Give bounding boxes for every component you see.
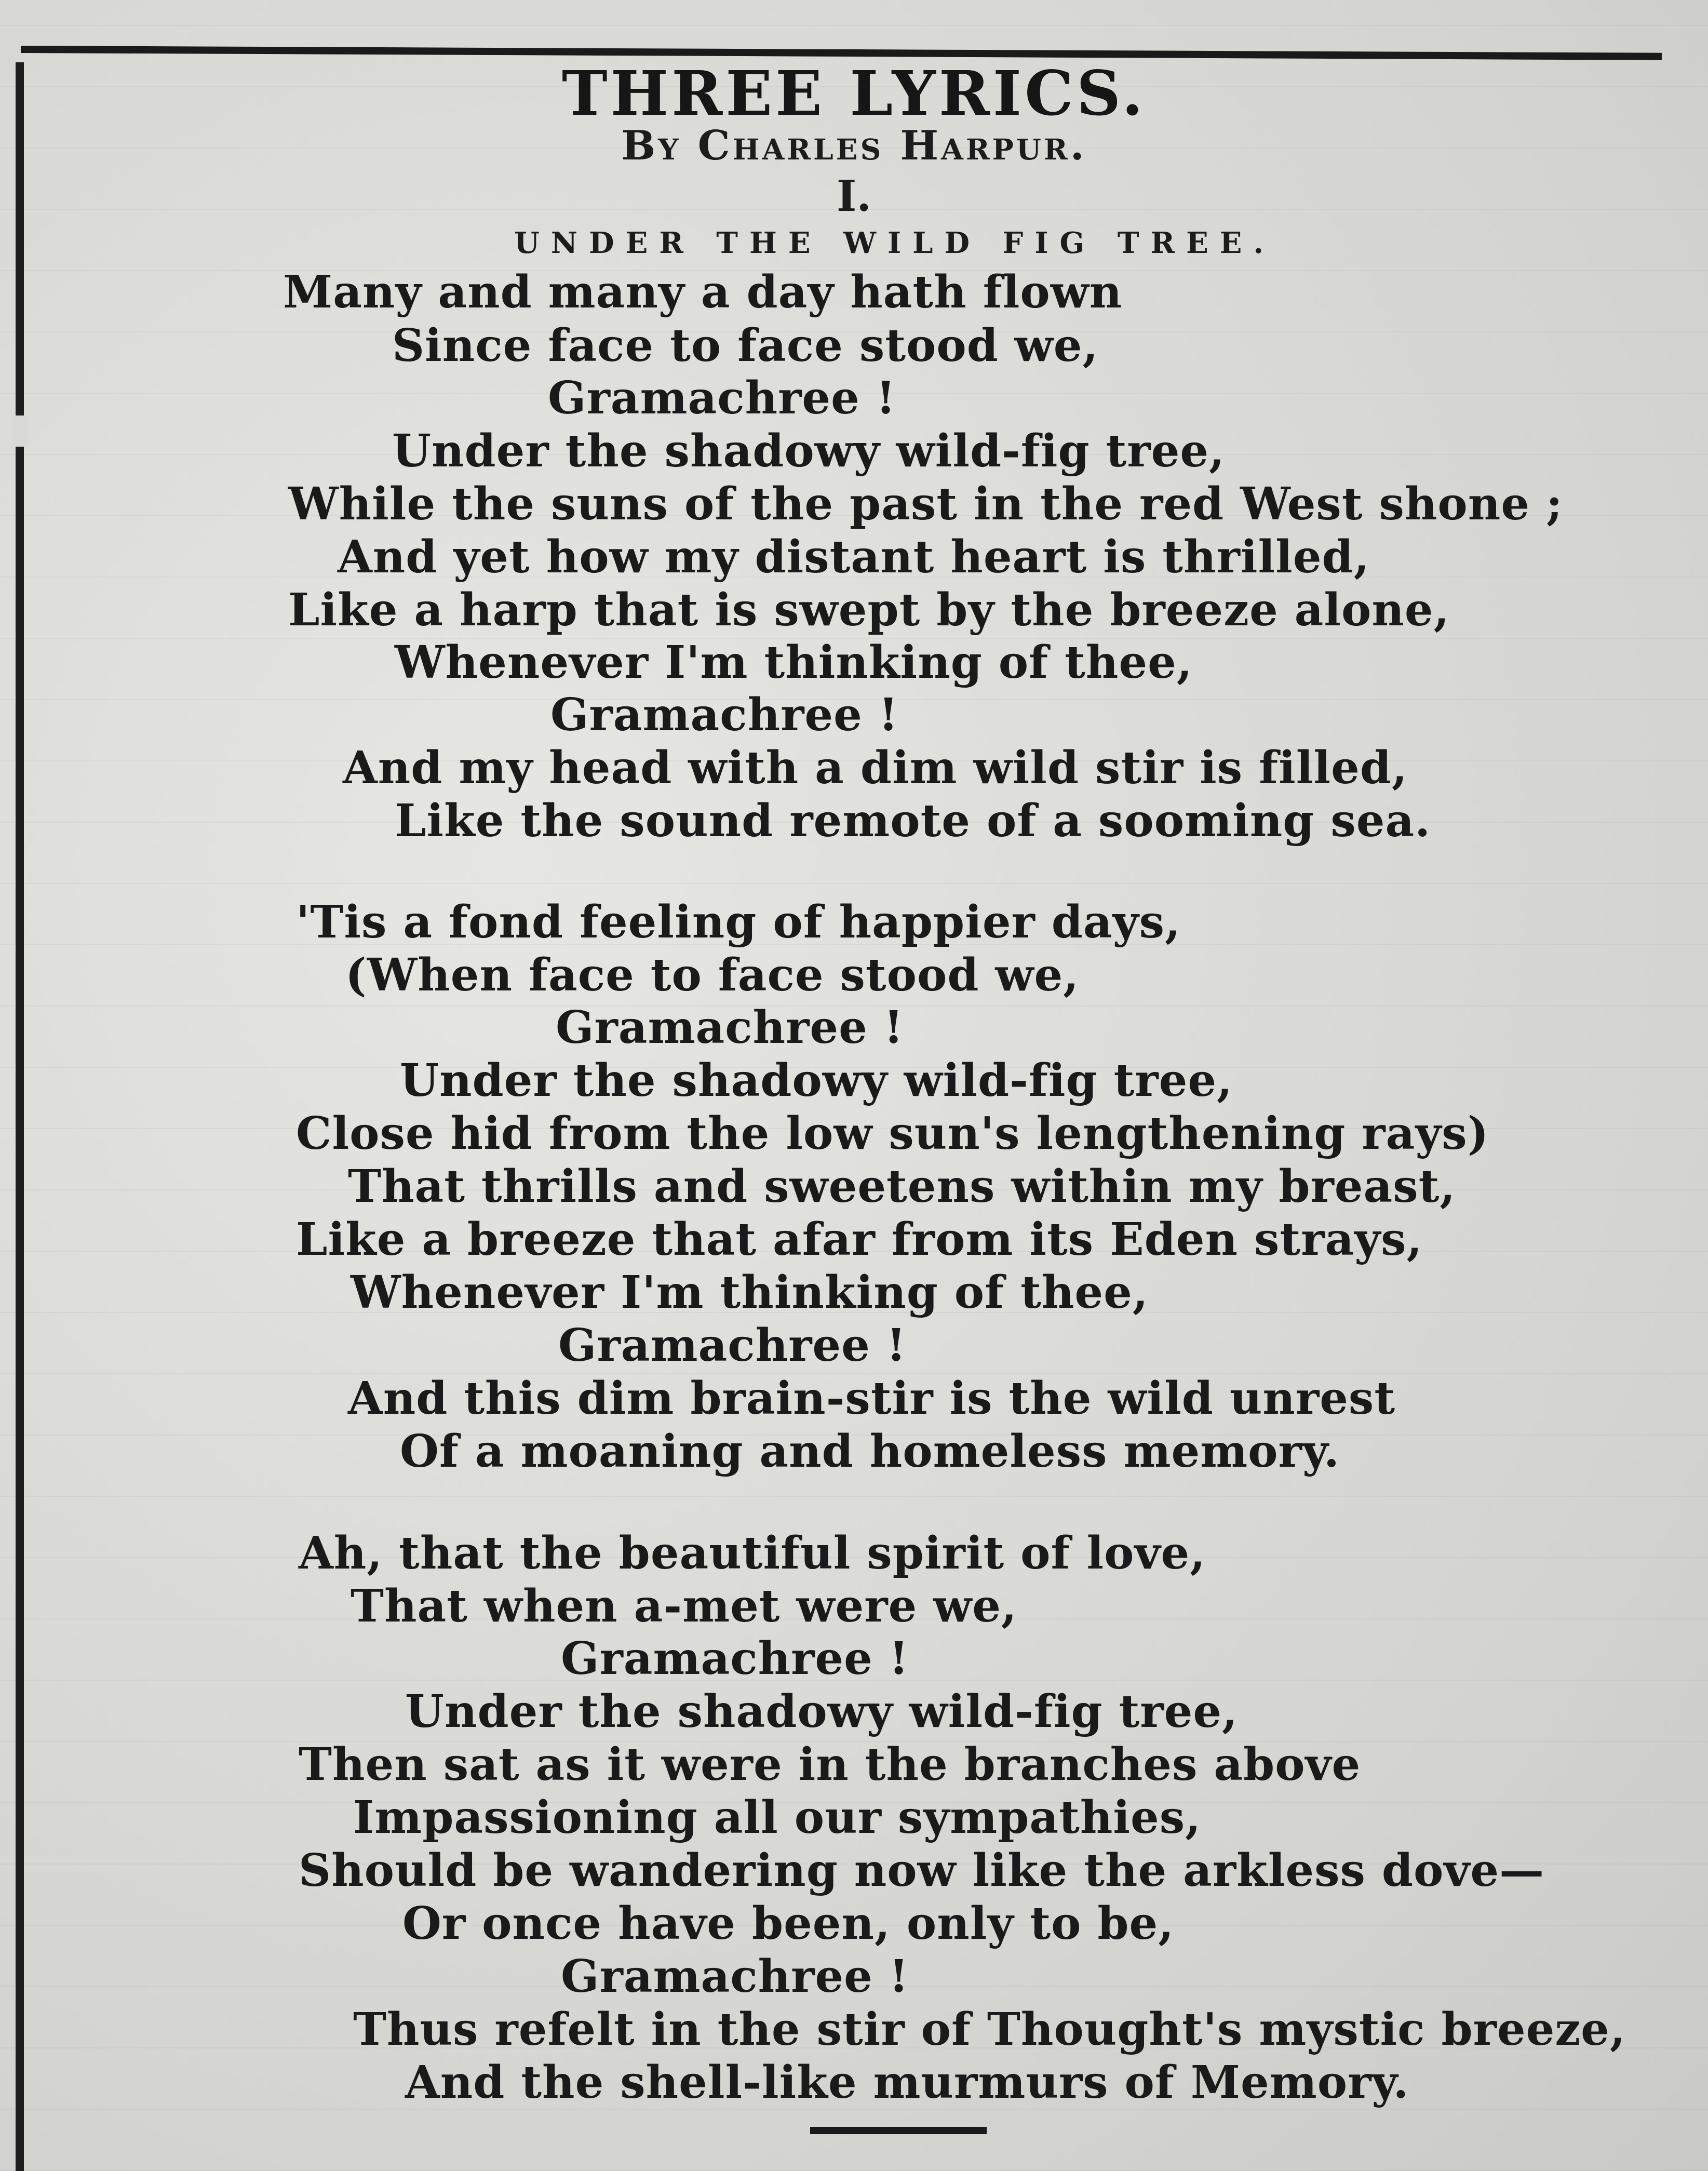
- poem-subtitle: UNDER THE WILD FIG TREE.: [514, 226, 1275, 260]
- poem-line: Impassioning all our sympathies,: [353, 1791, 1202, 1844]
- poem-line: Like a breeze that afar from its Eden strays,: [296, 1213, 1423, 1266]
- poem-line: Ah, that the beautiful spirit of love,: [299, 1527, 1206, 1579]
- poem-refrain: Gramachree !: [558, 1319, 907, 1372]
- poem-line: Like a harp that is swept by the breeze alone,: [288, 584, 1450, 636]
- poem-line: 'Tis a fond feeling of happier days,: [296, 896, 1181, 948]
- poem-line: Under the shadowy wild-fig tree,: [392, 425, 1225, 477]
- poem-line: Under the shadowy wild-fig tree,: [405, 1685, 1238, 1738]
- poem-refrain: Gramachree !: [561, 1632, 909, 1685]
- poem-refrain: Gramachree !: [561, 1950, 909, 2003]
- poem-line: That thrills and sweetens within my breast,: [348, 1160, 1456, 1213]
- poem-line: Whenever I'm thinking of thee,: [395, 636, 1193, 689]
- poem-line: Thus refelt in the stir of Thought's mystic breeze,: [353, 2003, 1626, 2056]
- poem-line: (When face to face stood we,: [345, 949, 1080, 1001]
- poem-line: Since face to face stood we,: [392, 319, 1099, 372]
- poem-refrain: Gramachree !: [548, 372, 896, 424]
- poem-line: And my head with a dim wild stir is filled,: [343, 742, 1408, 794]
- poem-line: Close hid from the low sun's lengthening rays): [296, 1107, 1489, 1160]
- poem-refrain: Gramachree !: [556, 1001, 904, 1054]
- poem-line: Whenever I'm thinking of thee,: [351, 1266, 1149, 1319]
- poem-line: That when a-met were we,: [351, 1580, 1017, 1632]
- left-column-rule: [16, 62, 24, 2171]
- poem-refrain: Gramachree !: [550, 689, 899, 741]
- section-numeral: I.: [837, 171, 871, 221]
- poem-line: Of a moaning and homeless memory.: [400, 1425, 1340, 1478]
- poem-line: Many and many a day hath flown: [283, 266, 1123, 318]
- section-divider: [810, 2127, 987, 2134]
- poem-line: And this dim brain-stir is the wild unrest: [348, 1372, 1396, 1425]
- poem-line: Under the shadowy wild-fig tree,: [400, 1054, 1233, 1107]
- poem-line: Then sat as it were in the branches above: [299, 1738, 1361, 1791]
- poem-collection-title: THREE LYRICS.: [561, 57, 1147, 129]
- poem-line: And the shell-like murmurs of Memory.: [405, 2056, 1409, 2109]
- poem-line: While the suns of the past in the red West shone ;: [288, 478, 1563, 530]
- author-byline: By Charles Harpur.: [621, 122, 1087, 169]
- poem-line: Or once have been, only to be,: [402, 1897, 1175, 1950]
- poem-line: And yet how my distant heart is thrilled,: [338, 531, 1370, 583]
- rule-gap: [12, 416, 28, 447]
- poem-line: Should be wandering now like the arkless dove—: [299, 1844, 1545, 1897]
- poem-line: Like the sound remote of a sooming sea.: [395, 795, 1431, 847]
